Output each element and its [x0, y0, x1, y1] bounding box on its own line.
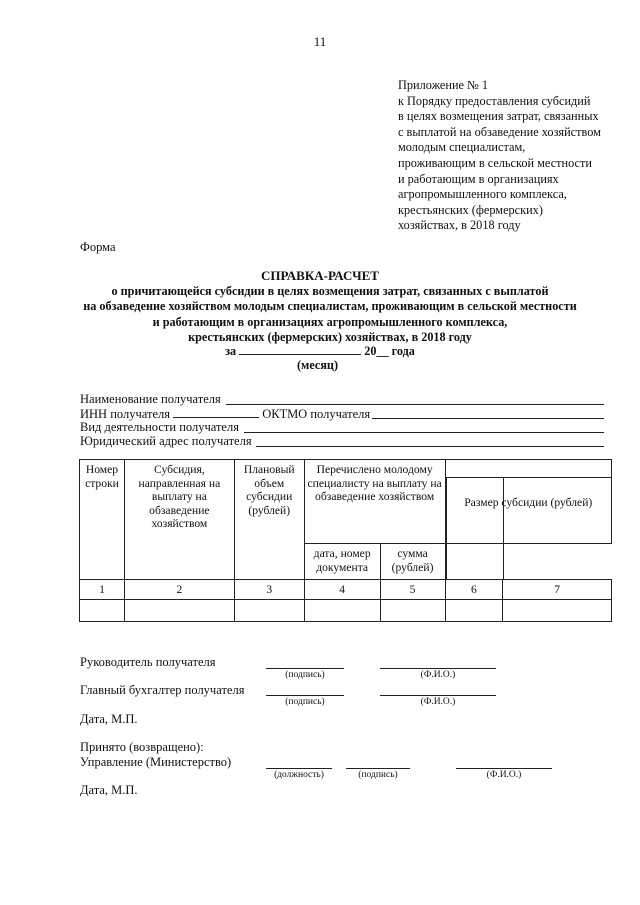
- appendix-line: проживающим в сельской местности: [398, 155, 592, 170]
- appendix-line: и работающим в организациях: [398, 171, 559, 186]
- table-cell[interactable]: [503, 600, 612, 622]
- head-signature-line[interactable]: [266, 668, 344, 669]
- column-number: 1: [80, 580, 125, 600]
- header-subsidy-size: Размер субсидии (рублей): [445, 460, 611, 544]
- appendix-line: молодым специалистам,: [398, 140, 526, 155]
- appendix-block: [398, 78, 628, 234]
- period-year: 20__ года: [364, 344, 415, 358]
- table-cell[interactable]: [445, 600, 503, 622]
- appendix-line: с выплатой на обзаведение хозяйством: [398, 124, 601, 139]
- subtitle-line: крестьянских (фермерских) хозяйствах, в 2018 году: [188, 330, 472, 345]
- calculation-table: [79, 459, 612, 622]
- recipient-name-label: Наименование получателя: [80, 392, 221, 406]
- header-subsidy-directed: Субсидия, направленная на выплату на обзаведение хозяйством: [124, 460, 234, 580]
- caption-position: (должность): [274, 770, 324, 780]
- column-number: 6: [445, 580, 503, 600]
- column-number: 4: [304, 580, 380, 600]
- header-divider: [446, 477, 612, 478]
- accepted-label: Принято (возвращено):: [80, 740, 204, 754]
- department-label: Управление (Министерство): [80, 755, 232, 769]
- caption-fio: (Ф.И.О.): [420, 670, 456, 680]
- header-divider: [503, 477, 504, 579]
- appendix-line: к Порядку предоставления субсидий: [398, 93, 591, 108]
- column-number: 3: [234, 580, 304, 600]
- table-cell[interactable]: [380, 600, 445, 622]
- period-line: [0, 343, 640, 359]
- appendix-line: крестьянских (фермерских): [398, 202, 543, 217]
- department-signature-line[interactable]: [346, 768, 410, 769]
- header-sum: сумма (рублей): [380, 544, 445, 580]
- month-caption: (месяц): [297, 358, 339, 372]
- recipient-name-field[interactable]: [226, 392, 604, 405]
- appendix-line: агропромышленного комплекса,: [398, 187, 567, 202]
- activity-field[interactable]: [244, 420, 604, 433]
- position-line[interactable]: [266, 768, 332, 769]
- period-prefix: за: [225, 344, 237, 358]
- subtitle-line: и работающим в организациях агропромышленного комплекса,: [152, 314, 508, 329]
- oktmo-field[interactable]: [372, 406, 604, 419]
- caption-fio: (Ф.И.О.): [486, 770, 522, 780]
- column-number: 7: [503, 580, 612, 600]
- activity-label: Вид деятельности получателя: [80, 420, 239, 434]
- subtitle-line: о причитающейся субсидии в целях возмещения затрат, связанных с выплатой: [111, 284, 549, 298]
- form-label: Форма: [80, 240, 116, 254]
- page-number: 11: [313, 34, 327, 49]
- table-cell[interactable]: [304, 600, 380, 622]
- accountant-fio-line[interactable]: [380, 695, 496, 696]
- document-subtitle: [40, 284, 620, 346]
- header-planned-volume: Плановый объем субсидии (рублей): [234, 460, 304, 580]
- department-fio-line[interactable]: [456, 768, 552, 769]
- header-transferred: Перечислено молодому специалисту на выплату на обзаведение хозяйством: [304, 460, 445, 544]
- month-blank[interactable]: [239, 343, 361, 355]
- head-label: Руководитель получателя: [80, 655, 216, 669]
- caption-fio: (Ф.И.О.): [420, 697, 456, 707]
- column-number: 5: [380, 580, 445, 600]
- date-stamp-1: Дата, М.П.: [80, 712, 138, 726]
- appendix-line: в целях возмещения затрат, связанных: [398, 109, 599, 124]
- caption-signature: (подпись): [358, 770, 398, 780]
- accountant-label: Главный бухгалтер получателя: [80, 683, 245, 697]
- appendix-line: Приложение № 1: [398, 78, 489, 92]
- column-number: 2: [124, 580, 234, 600]
- table-cell[interactable]: [124, 600, 234, 622]
- subtitle-line: на обзаведение хозяйством молодым специалистам, проживающим в сельской местности: [83, 299, 577, 314]
- caption-signature: (подпись): [285, 697, 325, 707]
- appendix-line: хозяйствах, в 2018 году: [398, 218, 521, 233]
- header-row-number: Номер строки: [80, 460, 125, 580]
- date-stamp-2: Дата, М.П.: [80, 783, 138, 797]
- table-cell[interactable]: [234, 600, 304, 622]
- address-label: Юридический адрес получателя: [80, 434, 252, 448]
- inn-label: ИНН получателя: [80, 407, 170, 421]
- address-field[interactable]: [256, 434, 604, 447]
- inn-field[interactable]: [173, 406, 259, 418]
- header-divider: [446, 477, 447, 579]
- caption-signature: (подпись): [285, 670, 325, 680]
- header-date-doc: дата, номер документа: [304, 544, 380, 580]
- table-cell[interactable]: [80, 600, 125, 622]
- document-title: СПРАВКА-РАСЧЕТ: [261, 268, 379, 283]
- accountant-signature-line[interactable]: [266, 695, 344, 696]
- oktmo-label: ОКТМО получателя: [262, 407, 371, 421]
- head-fio-line[interactable]: [380, 668, 496, 669]
- inn-row: [80, 406, 370, 421]
